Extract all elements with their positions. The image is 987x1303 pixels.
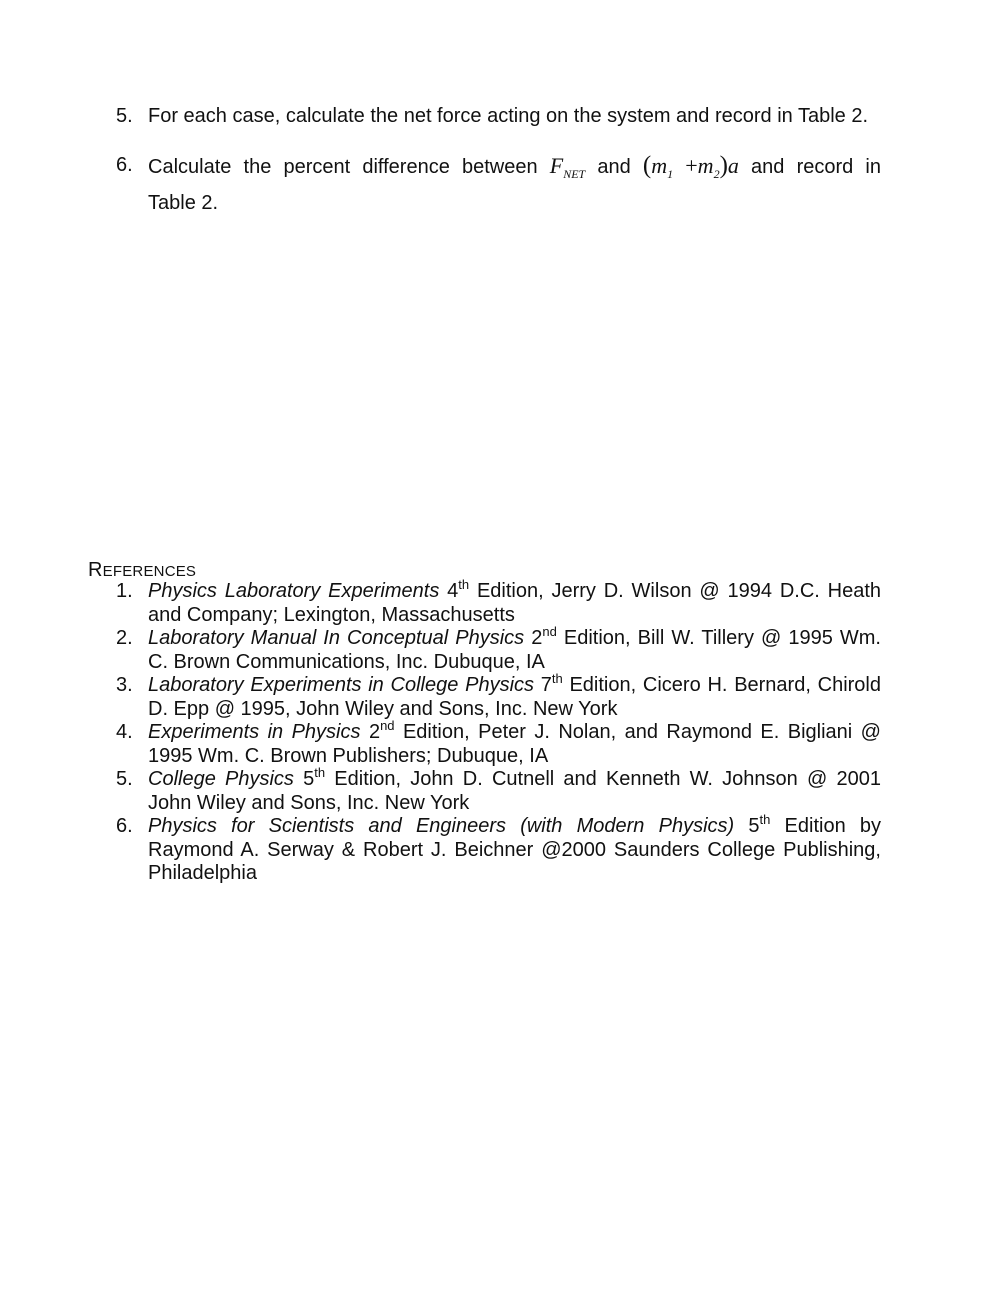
reference-details: Edition, Peter J. Nolan, and Raymond E. Bigliani @ 1995 Wm. C. Brown Publishers; Dubuque, IA	[148, 721, 881, 767]
reference-number: 5.	[116, 768, 133, 790]
edition-number: 4	[447, 580, 459, 602]
reference-item	[116, 624, 881, 674]
reference-title: Physics for Scientists and Engineers (with Modern Physics)	[148, 815, 735, 837]
reference-title: Physics Laboratory Experiments	[148, 580, 440, 602]
edition-suffix: nd	[542, 624, 557, 639]
edition-number: 7	[540, 674, 552, 696]
step-text-line-1	[148, 151, 881, 189]
reference-details: Edition, Jerry D. Wilson @ 1994 D.C. Heath and Company; Lexington, Massachusetts	[148, 580, 882, 626]
reference-item	[116, 671, 881, 721]
heading-first-letter: R	[88, 559, 103, 581]
fnet-subscript: NET	[563, 167, 586, 181]
reference-number: 1.	[116, 580, 133, 602]
edition-suffix: th	[759, 812, 771, 827]
step-text-after: and record in	[751, 156, 881, 178]
acceleration-symbol: a	[727, 153, 739, 178]
procedure-step-5	[116, 102, 881, 131]
reference-details: Edition by Raymond A. Serway & Robert J. Beichner @2000 Saunders College Publishing, Philadelphia	[148, 815, 882, 884]
plus-sign: +	[685, 153, 698, 178]
reference-details: Edition, Bill W. Tillery @ 1995 Wm. C. Brown Communications, Inc. Dubuque, IA	[148, 627, 881, 673]
m1-subscript: 1	[667, 167, 674, 181]
references-list	[116, 577, 882, 886]
edition-suffix: th	[314, 765, 326, 780]
reference-number: 6.	[116, 815, 133, 837]
reference-title: Laboratory Experiments in College Physics	[148, 674, 535, 696]
reference-details: Edition, Cicero H. Bernard, Chirold D. Epp @ 1995, John Wiley and Sons, Inc. New York	[148, 674, 881, 720]
reference-details: Edition, John D. Cutnell and Kenneth W. Johnson @ 2001 John Wiley and Sons, Inc. New York	[148, 768, 881, 814]
mass-sum-formula: $(m_1 +m_2)a$	[642, 152, 739, 181]
step-text-middle: and	[597, 156, 631, 178]
reference-title: Laboratory Manual In Conceptual Physics	[148, 627, 525, 649]
reference-item	[116, 765, 881, 815]
reference-number: 3.	[116, 674, 133, 696]
edition-number: 2	[531, 627, 543, 649]
step-number: 6.	[116, 154, 133, 176]
edition-suffix: th	[551, 671, 563, 686]
m2-base: m	[697, 153, 714, 178]
reference-item	[116, 577, 882, 627]
edition-suffix: th	[458, 577, 470, 592]
step-text	[148, 151, 881, 218]
step-text-line-2: Table 2.	[148, 192, 219, 214]
reference-number: 2.	[116, 627, 133, 649]
edition-number: 2	[368, 721, 381, 743]
reference-item	[116, 718, 881, 768]
m1-base: m	[651, 153, 668, 178]
step-text: For each case, calculate the net force acting on the system and record in Table 2.	[148, 105, 869, 127]
step-text-before: Calculate the percent difference between	[148, 156, 538, 178]
reference-title: Experiments in Physics	[148, 721, 361, 743]
reference-number: 4.	[116, 721, 133, 743]
fnet-formula	[549, 153, 586, 181]
edition-suffix: nd	[380, 718, 395, 733]
fnet-base: F	[549, 153, 564, 178]
reference-title: College Physics	[148, 768, 294, 790]
edition-number: 5	[748, 815, 760, 837]
edition-number: 5	[303, 768, 315, 790]
step-number: 5.	[116, 105, 133, 127]
procedure-step-6	[116, 151, 881, 218]
reference-item	[116, 812, 882, 886]
heading-rest: EFERENCES	[102, 563, 197, 580]
m2-subscript: 2	[713, 167, 720, 181]
